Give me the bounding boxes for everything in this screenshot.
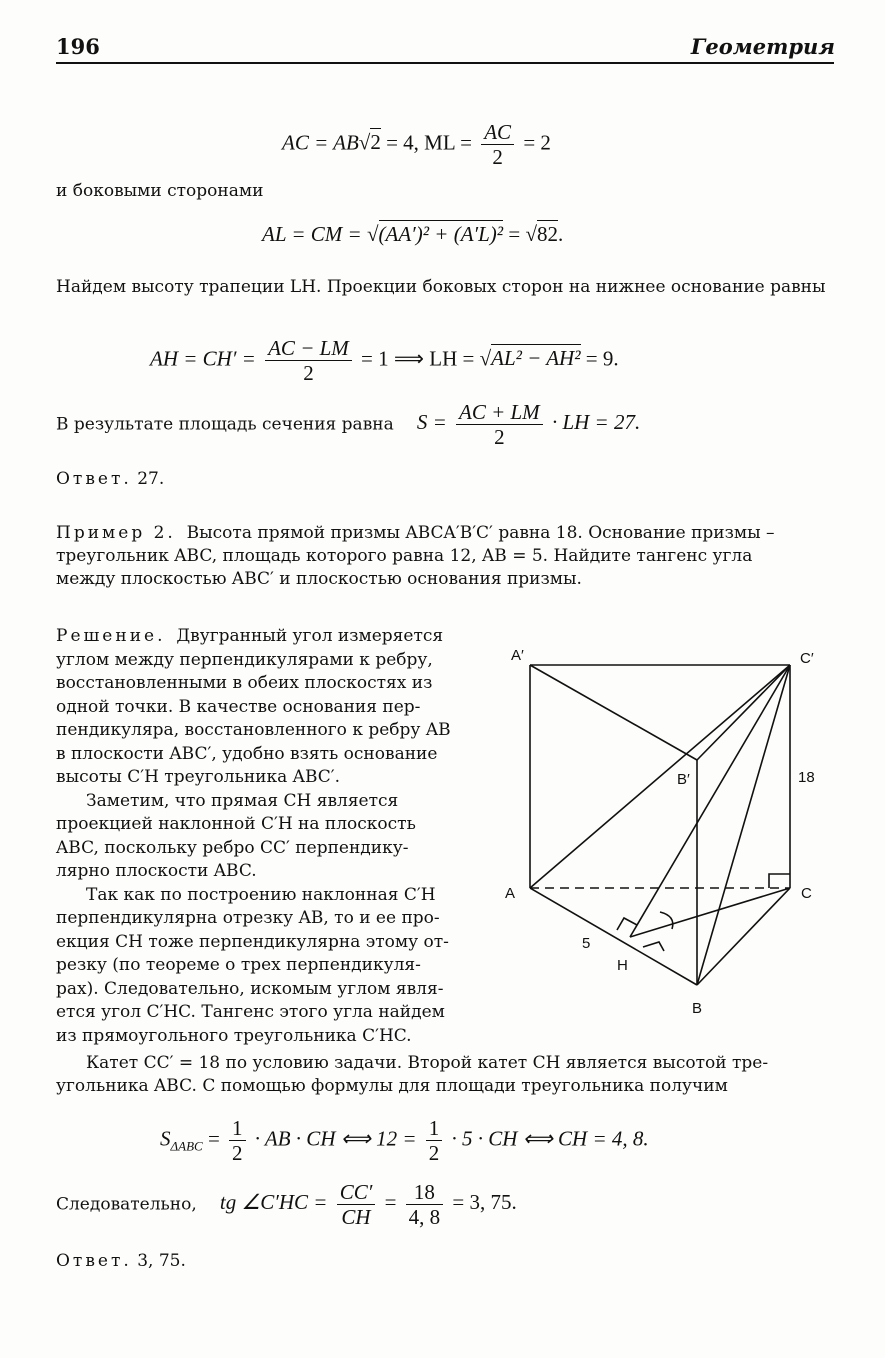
page-number: 196	[56, 34, 100, 59]
text-find-height: Найдем высоту трапеции LH. Проекции боковых сторон на нижнее основание равны	[56, 277, 826, 297]
example-label: Пример 2.	[56, 523, 176, 543]
answer-1: Ответ. 27.	[56, 469, 165, 489]
label-ab-length: 5	[582, 935, 591, 952]
label-c1: C′	[800, 650, 814, 667]
label-h: H	[617, 957, 628, 974]
section-title: Геометрия	[690, 34, 835, 59]
tangent-line: Следовательно, tg ∠C′HC = $\frac{CC'}{CH}$ = $\frac{18}{4, 8}$ = 3, 75.	[56, 1180, 517, 1229]
prism-figure	[490, 630, 840, 1030]
edge-a1-b1	[530, 665, 697, 760]
label-c: C	[801, 885, 812, 902]
label-a: A	[505, 885, 516, 902]
text-side-sides: и боковыми сторонами	[56, 181, 264, 201]
right-angle-h1	[617, 918, 637, 930]
formula-ac-ml: AC = AB√2 = 4, ML = $\frac{AC}{2}$ = 2	[282, 120, 551, 169]
line-h-c1	[630, 665, 790, 937]
label-b1: B′	[677, 771, 690, 788]
right-angle-h2	[643, 942, 664, 951]
formula-area-ch: $S_{\Delta ABC}$ = $\frac{1}{2}$ · AB · CH ⟺ 12 = $\frac{1}{2}$ · 5 · CH ⟺ CH = 4, 8.	[160, 1116, 649, 1165]
area-result-line: В результате площадь сечения равна S = $\frac{AC + LM}{2}$ · LH = 27.	[56, 400, 641, 449]
right-angle-c	[769, 874, 790, 888]
label-b: B	[692, 1000, 703, 1017]
answer-2: Ответ. 3, 75.	[56, 1251, 186, 1271]
header-rule	[56, 62, 834, 64]
edge-a-b	[530, 888, 697, 985]
solution-column: Решение. Двугранный угол измеряется углом между перпендикулярами к ребру, восстановленными в обеих плоскостях из одной точки. В качестве основания пер- пендикуляра, восстановленного к ребру AB в плоскости ABC′, удобно взять основание высоты C′H треугольника ABC′. Заметим, что прямая CH является проекцией наклонной C′H на плоскость ABC, поскольку ребро CC′ перпендику- лярно плоскости ABC. Так как по построению наклонная C′H перпендикулярна отрезку AB, то и ее про- екция CH тоже перпендикулярна этому от- резку (по теореме о трех перпендикуля- рах). Следовательно, искомым углом явля- ется угол C′HC. Тангенс этого угла найдем из прямоугольного треугольника C′HC.	[56, 626, 451, 1046]
solution-label: Решение.	[56, 626, 166, 646]
text-legs: Катет CC′ = 18 по условию задачи. Второй катет CH является высотой тре- угольника ABC. С помощью формулы для площади треугольника получим	[56, 1053, 769, 1096]
example-2: Пример 2. Высота прямой призмы ABCA′B′C′ равна 18. Основание призмы – треугольник ABC, площадь которого равна 12, AB = 5. Найдите тангенс угла между плоскостью ABC′ и плоскостью основания призмы.	[56, 523, 775, 589]
line-a-c1	[530, 665, 790, 888]
formula-ah-lh: AH = CH′ = $\frac{AC - LM}{2}$ = 1 ⟹ LH = √AL² − AH² = 9.	[150, 336, 619, 385]
formula-al-cm: AL = CM = √(AA′)² + (A′L)² = √82.	[262, 222, 564, 246]
label-height: 18	[798, 769, 815, 786]
label-a1: A′	[511, 647, 524, 664]
